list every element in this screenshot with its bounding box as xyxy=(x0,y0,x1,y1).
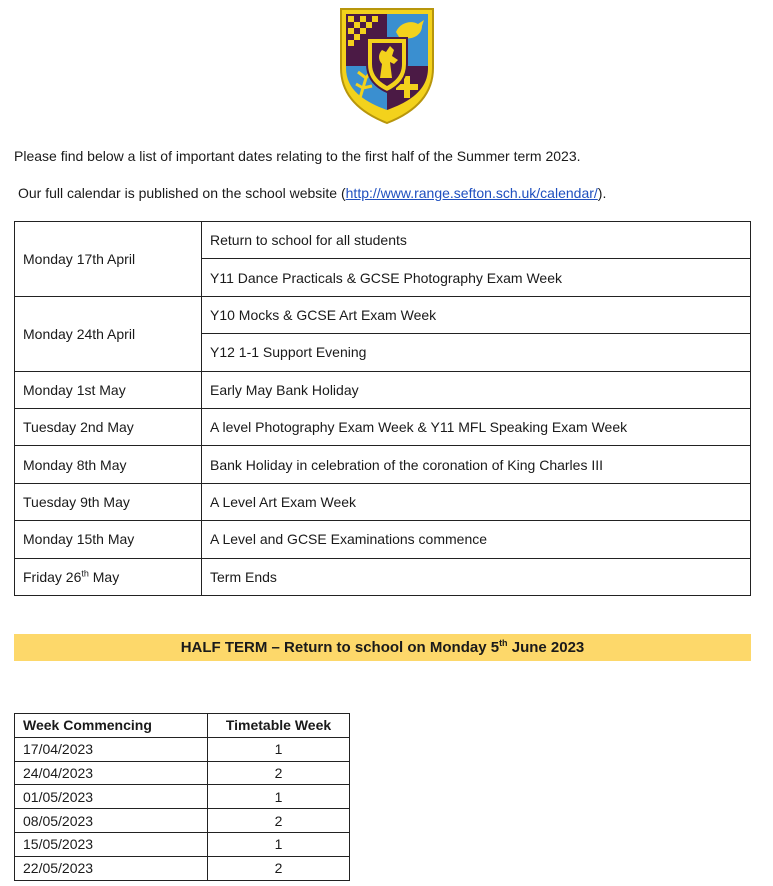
timetable-week-cell: 1 xyxy=(208,785,350,809)
half-term-banner xyxy=(14,634,751,661)
week-commencing-cell: 22/05/2023 xyxy=(15,856,208,880)
timetable-week-cell: 1 xyxy=(208,737,350,761)
event-cell: A level Photography Exam Week & Y11 MFL Speaking Exam Week xyxy=(202,408,751,445)
table-row xyxy=(15,832,350,856)
event-cell: Y12 1-1 Support Evening xyxy=(202,334,751,371)
date-cell: Tuesday 9th May xyxy=(15,483,202,520)
school-crest-logo xyxy=(338,6,436,126)
table-row xyxy=(15,296,751,333)
intro-text: Please find below a list of important dates relating to the first half of the Summer term 2023. xyxy=(14,148,581,164)
date-cell: Monday 24th April xyxy=(15,296,202,371)
event-cell: Y11 Dance Practicals & GCSE Photography Exam Week xyxy=(202,259,751,296)
event-cell: Return to school for all students xyxy=(202,222,751,259)
table-row xyxy=(15,737,350,761)
week-commencing-cell: 17/04/2023 xyxy=(15,737,208,761)
calendar-line xyxy=(18,185,606,201)
date-text: Friday 26 xyxy=(23,568,82,585)
timetable-week-cell: 2 xyxy=(208,761,350,785)
date-suffix: th xyxy=(81,568,89,579)
column-header-week-commencing: Week Commencing xyxy=(15,714,208,738)
timetable-week-cell: 2 xyxy=(208,809,350,833)
date-month: May xyxy=(88,568,120,585)
event-cell: Early May Bank Holiday xyxy=(202,371,751,408)
table-row xyxy=(15,785,350,809)
timetable-weeks-table xyxy=(14,713,350,881)
table-row xyxy=(15,558,751,595)
important-dates-table xyxy=(14,221,751,596)
date-cell: Monday 15th May xyxy=(15,521,202,558)
table-row xyxy=(15,856,350,880)
calendar-suffix: ). xyxy=(597,185,607,201)
half-term-text-end: June 2023 xyxy=(507,639,585,656)
event-cell: Bank Holiday in celebration of the coronation of King Charles III xyxy=(202,446,751,483)
table-header-row xyxy=(15,714,350,738)
table-row xyxy=(15,761,350,785)
column-header-timetable-week: Timetable Week xyxy=(208,714,350,738)
week-commencing-cell: 24/04/2023 xyxy=(15,761,208,785)
half-term-suffix: th xyxy=(499,638,508,648)
date-cell xyxy=(15,558,202,595)
event-cell: A Level Art Exam Week xyxy=(202,483,751,520)
date-cell: Monday 8th May xyxy=(15,446,202,483)
timetable-week-cell: 1 xyxy=(208,832,350,856)
table-row xyxy=(15,483,751,520)
date-cell: Monday 1st May xyxy=(15,371,202,408)
table-row xyxy=(15,809,350,833)
event-cell: Term Ends xyxy=(202,558,751,595)
calendar-prefix: Our full calendar is published on the school website ( xyxy=(18,185,346,201)
half-term-text: HALF TERM – Return to school on Monday 5 xyxy=(180,639,500,656)
date-cell: Monday 17th April xyxy=(15,222,202,297)
table-row xyxy=(15,446,751,483)
calendar-link[interactable]: http://www.range.sefton.sch.uk/calendar/ xyxy=(345,185,598,201)
date-cell: Tuesday 2nd May xyxy=(15,408,202,445)
table-row xyxy=(15,521,751,558)
event-cell: A Level and GCSE Examinations commence xyxy=(202,521,751,558)
table-row xyxy=(15,408,751,445)
week-commencing-cell: 08/05/2023 xyxy=(15,809,208,833)
week-commencing-cell: 15/05/2023 xyxy=(15,832,208,856)
table-row xyxy=(15,222,751,259)
table-row xyxy=(15,371,751,408)
timetable-week-cell: 2 xyxy=(208,856,350,880)
event-cell: Y10 Mocks & GCSE Art Exam Week xyxy=(202,296,751,333)
week-commencing-cell: 01/05/2023 xyxy=(15,785,208,809)
